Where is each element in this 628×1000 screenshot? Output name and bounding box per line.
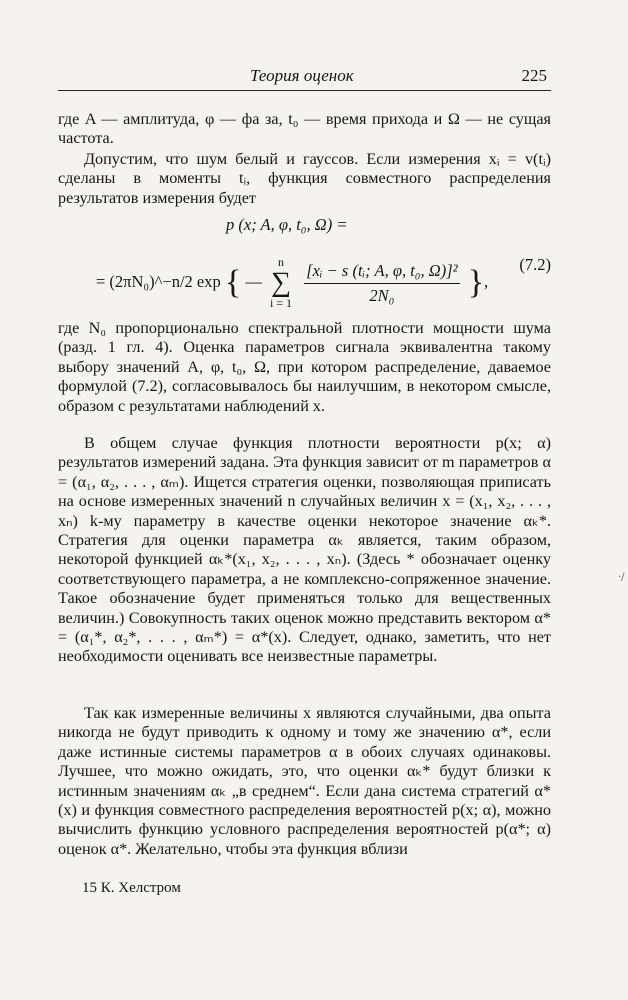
sum-lower-limit: i = 1 bbox=[269, 296, 293, 310]
signature-line: 15 К. Хелстром bbox=[82, 880, 181, 896]
fraction-numerator: [xᵢ − s (tᵢ; A, φ, t₀, Ω)]² bbox=[304, 261, 459, 284]
left-brace: { bbox=[224, 264, 242, 301]
paragraph-5-text: Так как измеренные величины x являются случайными, два опыта никогда не будут приводить к одному и тому же значению α*, если даже истинные системы параметров α в обоих случаях одинаковы. Лучшее, что можно ожидать, это, что оценки αₖ* будут близки к истинным значениям αₖ „в среднем“. Если дана система стратегий α*(x) и функция совместного распределения вероятностей p(x; α), можно вычислить функцию условного распределения вероятностей p(α*; α) оценок α*. Желательно, чтобы эта функция вблизи bbox=[58, 704, 551, 858]
formula-lhs: p (x; A, φ, t₀, Ω) = bbox=[226, 215, 348, 234]
equation-number: (7.2) bbox=[519, 255, 551, 274]
fraction-denominator: 2N₀ bbox=[369, 285, 395, 305]
page-header bbox=[58, 64, 551, 88]
formula-rhs: = (2πN₀)^−n/2 exp { — n ∑ i = 1 $\frac{\text{[xᵢ − s (tᵢ; A, φ, t₀, Ω)]²}}{\text{2N₀}}$ }, bbox=[96, 255, 489, 310]
paragraph-3 bbox=[58, 319, 551, 416]
sigma-symbol: ∑ bbox=[271, 267, 291, 298]
paragraph-4 bbox=[58, 434, 551, 667]
sum-upper-limit: n bbox=[278, 255, 284, 269]
right-brace: } bbox=[467, 264, 485, 301]
header-rule bbox=[58, 90, 551, 91]
paragraph-4-text: В общем случае функция плотности вероятности p(x; α) результатов измерений задана. Эта функция зависит от m параметров α = (α₁, α₂, . . . , αₘ). Ищется стратегия оценки, позволяющая приписать на основе измеренных значений n случайных величин x = (x₁, x₂, . . . , xₙ) k-му параметру в качестве оценки некоторое значение αₖ*. Стратегия для оценки параметра αₖ является, таким образом, некоторой функцией αₖ*(x₁, x₂, . . . , xₙ). (Здесь * обозначает оценку соответствующего параметра, а не комплексно-сопряженное значение. Такое обозначение будет применяться только для вещественных величин.) Совокупность таких оценок можно представить вектором α* = (α₁*, α₂*, . . . , αₘ*) = α*(x). Следует, однако, заметить, что нет необходимости оценивать все неизвестные параметры. bbox=[58, 434, 551, 666]
formula-prefactor: = (2πN₀)^−n/2 exp bbox=[96, 271, 221, 291]
minus-sign: — bbox=[245, 271, 262, 291]
paragraph-3-text: где N₀ пропорционально спектральной плотности мощности шума (разд. 1 гл. 4). Оценка параметров сигнала эквивалентна такому выбору значений A, φ, t₀, Ω, при котором распределение, даваемое формулой (7.2), согласовывалось бы наилучшим, в некотором смысле, образом с результатами наблюдений x. bbox=[58, 319, 551, 415]
fraction bbox=[304, 261, 459, 306]
paragraph-1-text: где A — амплитуда, φ — фа за, t₀ — время прихода и Ω — не сущая частота. bbox=[58, 110, 551, 148]
paragraph-2 bbox=[58, 150, 551, 208]
running-title: Теория оценок bbox=[250, 66, 354, 85]
margin-mark: ·/ bbox=[618, 572, 625, 583]
sum-operator bbox=[270, 255, 292, 311]
page-number: 225 bbox=[521, 66, 547, 85]
paragraph-5 bbox=[58, 704, 551, 859]
paragraph-1 bbox=[58, 110, 551, 149]
paragraph-2-text: Допустим, что шум белый и гауссов. Если измерения xᵢ = v(tᵢ) сделаны в моменты tᵢ, функция совместного распределения результатов измерения будет bbox=[58, 150, 551, 207]
